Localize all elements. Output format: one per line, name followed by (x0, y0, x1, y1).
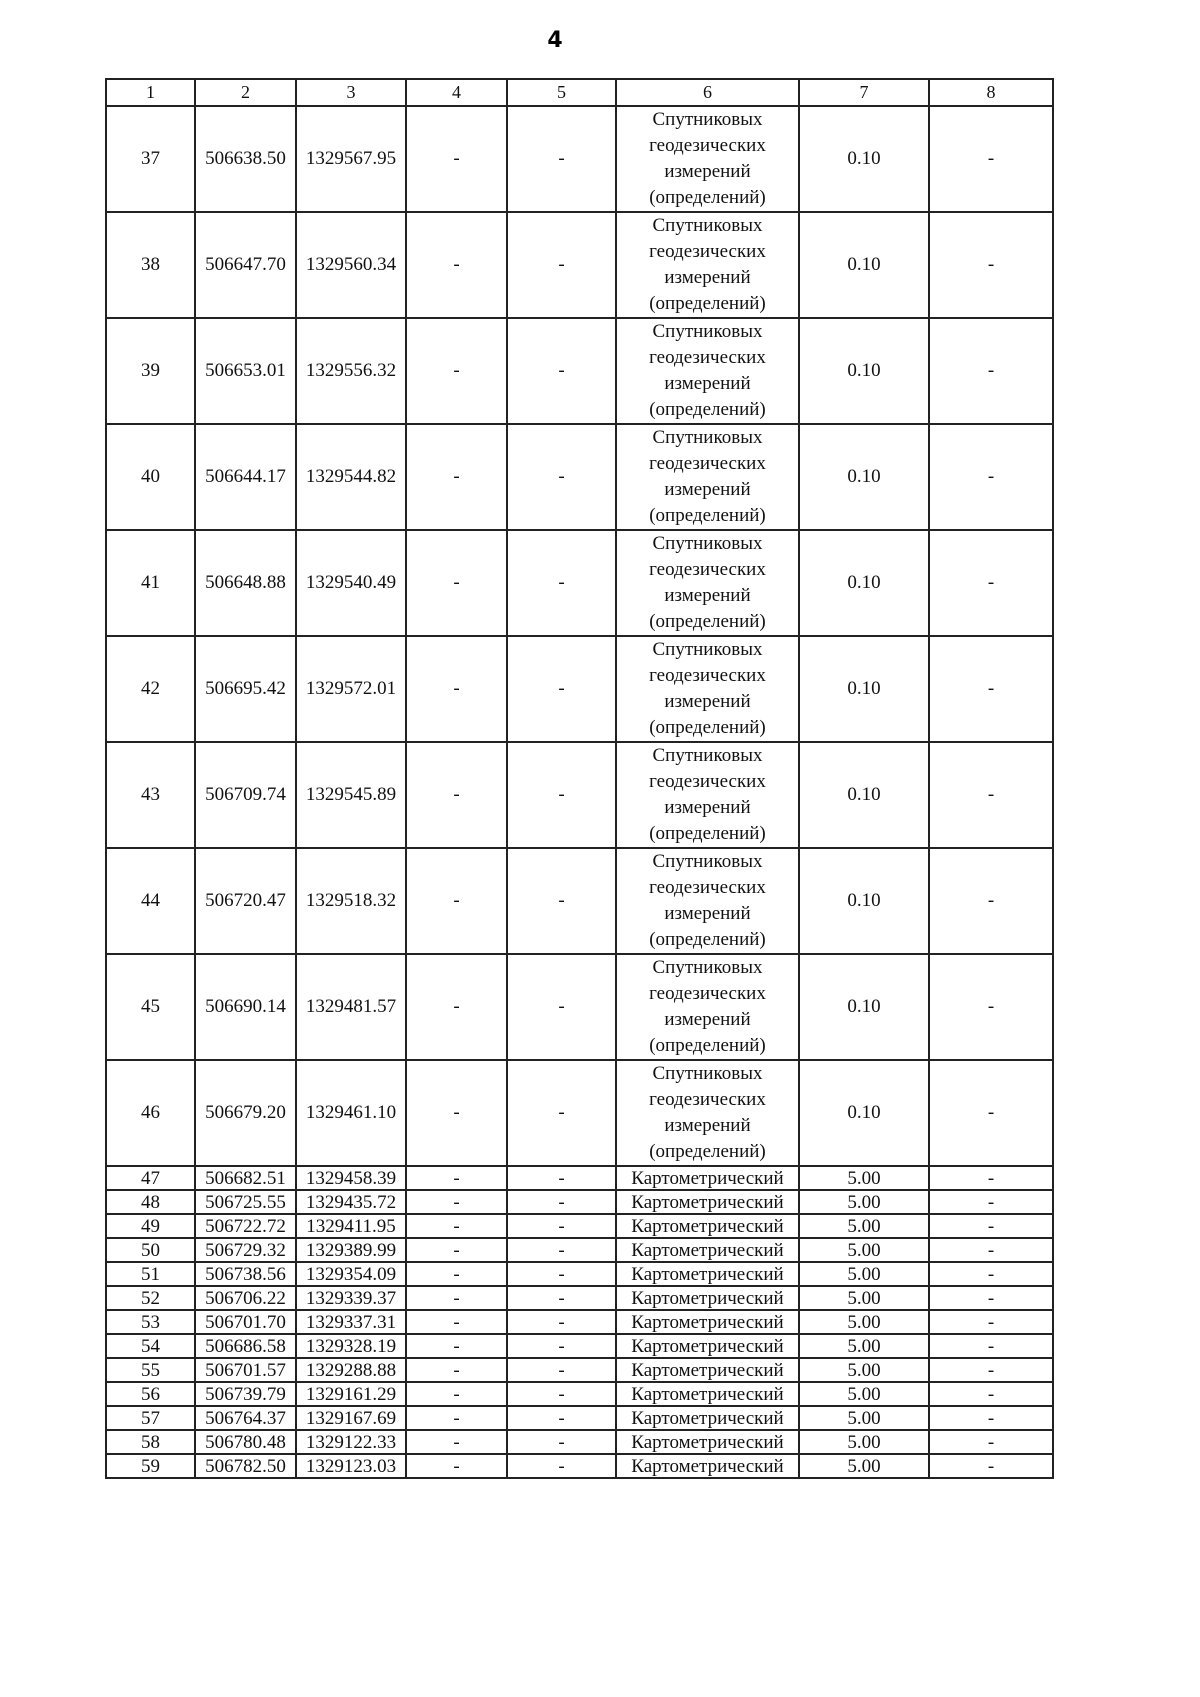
point-number: 59 (106, 1454, 195, 1478)
col-4-value: - (406, 1190, 507, 1214)
x-coordinate: 506764.37 (195, 1406, 296, 1430)
y-coordinate: 1329545.89 (296, 742, 406, 848)
table-row (106, 1214, 1053, 1238)
y-coordinate: 1329572.01 (296, 636, 406, 742)
col-8-value: - (929, 1214, 1053, 1238)
accuracy-value: 5.00 (799, 1406, 929, 1430)
point-number: 41 (106, 530, 195, 636)
col-4-value: - (406, 1238, 507, 1262)
method-cell: Картометрический (616, 1358, 799, 1382)
method-cell: Спутниковых геодезических измерений (определений) (616, 318, 799, 424)
y-coordinate: 1329481.57 (296, 954, 406, 1060)
accuracy-value: 5.00 (799, 1214, 929, 1238)
x-coordinate: 506644.17 (195, 424, 296, 530)
x-coordinate: 506701.57 (195, 1358, 296, 1382)
point-number: 48 (106, 1190, 195, 1214)
point-number: 52 (106, 1286, 195, 1310)
col-8-value: - (929, 1262, 1053, 1286)
accuracy-value: 5.00 (799, 1166, 929, 1190)
col-5-value: - (507, 318, 616, 424)
col-8-value: - (929, 106, 1053, 212)
col-5-value: - (507, 742, 616, 848)
method-cell: Картометрический (616, 1430, 799, 1454)
x-coordinate: 506679.20 (195, 1060, 296, 1166)
x-coordinate: 506720.47 (195, 848, 296, 954)
x-coordinate: 506690.14 (195, 954, 296, 1060)
col-5-value: - (507, 1214, 616, 1238)
col-4-value: - (406, 848, 507, 954)
table-row (106, 318, 1053, 424)
y-coordinate: 1329411.95 (296, 1214, 406, 1238)
col-4-value: - (406, 1406, 507, 1430)
table-row (106, 212, 1053, 318)
accuracy-value: 0.10 (799, 424, 929, 530)
x-coordinate: 506701.70 (195, 1310, 296, 1334)
table-row (106, 1310, 1053, 1334)
x-coordinate: 506722.72 (195, 1214, 296, 1238)
y-coordinate: 1329389.99 (296, 1238, 406, 1262)
accuracy-value: 5.00 (799, 1310, 929, 1334)
table-row (106, 1166, 1053, 1190)
y-coordinate: 1329544.82 (296, 424, 406, 530)
col-4-value: - (406, 1430, 507, 1454)
accuracy-value: 0.10 (799, 954, 929, 1060)
table-row (106, 530, 1053, 636)
col-5-value: - (507, 1334, 616, 1358)
column-header: 8 (929, 79, 1053, 106)
method-cell: Спутниковых геодезических измерений (определений) (616, 742, 799, 848)
accuracy-value: 5.00 (799, 1334, 929, 1358)
accuracy-value: 0.10 (799, 742, 929, 848)
point-number: 56 (106, 1382, 195, 1406)
table-row (106, 1430, 1053, 1454)
table-row (106, 106, 1053, 212)
col-5-value: - (507, 848, 616, 954)
column-header: 3 (296, 79, 406, 106)
x-coordinate: 506739.79 (195, 1382, 296, 1406)
y-coordinate: 1329458.39 (296, 1166, 406, 1190)
table-row (106, 1190, 1053, 1214)
col-5-value: - (507, 636, 616, 742)
column-header: 2 (195, 79, 296, 106)
x-coordinate: 506709.74 (195, 742, 296, 848)
accuracy-value: 5.00 (799, 1262, 929, 1286)
col-4-value: - (406, 1286, 507, 1310)
accuracy-value: 5.00 (799, 1238, 929, 1262)
col-5-value: - (507, 954, 616, 1060)
col-4-value: - (406, 1060, 507, 1166)
table-row (106, 1334, 1053, 1358)
col-8-value: - (929, 1454, 1053, 1478)
table-row (106, 848, 1053, 954)
accuracy-value: 0.10 (799, 318, 929, 424)
col-8-value: - (929, 1060, 1053, 1166)
point-number: 51 (106, 1262, 195, 1286)
col-4-value: - (406, 424, 507, 530)
x-coordinate: 506647.70 (195, 212, 296, 318)
table-row (106, 636, 1053, 742)
col-5-value: - (507, 1382, 616, 1406)
col-5-value: - (507, 424, 616, 530)
column-header: 6 (616, 79, 799, 106)
point-number: 58 (106, 1430, 195, 1454)
col-8-value: - (929, 318, 1053, 424)
accuracy-value: 5.00 (799, 1430, 929, 1454)
table-row (106, 1238, 1053, 1262)
point-number: 39 (106, 318, 195, 424)
col-5-value: - (507, 1358, 616, 1382)
col-5-value: - (507, 106, 616, 212)
x-coordinate: 506780.48 (195, 1430, 296, 1454)
point-number: 38 (106, 212, 195, 318)
table-row (106, 424, 1053, 530)
point-number: 57 (106, 1406, 195, 1430)
col-4-value: - (406, 954, 507, 1060)
method-cell: Спутниковых геодезических измерений (определений) (616, 106, 799, 212)
y-coordinate: 1329461.10 (296, 1060, 406, 1166)
y-coordinate: 1329339.37 (296, 1286, 406, 1310)
accuracy-value: 5.00 (799, 1358, 929, 1382)
col-8-value: - (929, 530, 1053, 636)
method-cell: Спутниковых геодезических измерений (определений) (616, 954, 799, 1060)
method-cell: Спутниковых геодезических измерений (определений) (616, 424, 799, 530)
y-coordinate: 1329540.49 (296, 530, 406, 636)
column-header: 5 (507, 79, 616, 106)
accuracy-value: 0.10 (799, 1060, 929, 1166)
accuracy-value: 0.10 (799, 848, 929, 954)
x-coordinate: 506782.50 (195, 1454, 296, 1478)
table-row (106, 1262, 1053, 1286)
table-body (106, 106, 1053, 1478)
x-coordinate: 506682.51 (195, 1166, 296, 1190)
col-4-value: - (406, 1454, 507, 1478)
method-cell: Картометрический (616, 1214, 799, 1238)
page-number: 4 (547, 28, 563, 53)
point-number: 40 (106, 424, 195, 530)
accuracy-value: 5.00 (799, 1382, 929, 1406)
header-row (106, 79, 1053, 106)
table-row (106, 1454, 1053, 1478)
col-5-value: - (507, 1286, 616, 1310)
col-5-value: - (507, 1310, 616, 1334)
col-8-value: - (929, 636, 1053, 742)
col-8-value: - (929, 1238, 1053, 1262)
y-coordinate: 1329354.09 (296, 1262, 406, 1286)
x-coordinate: 506729.32 (195, 1238, 296, 1262)
method-cell: Картометрический (616, 1310, 799, 1334)
col-8-value: - (929, 1286, 1053, 1310)
accuracy-value: 0.10 (799, 530, 929, 636)
col-8-value: - (929, 1334, 1053, 1358)
col-8-value: - (929, 848, 1053, 954)
y-coordinate: 1329167.69 (296, 1406, 406, 1430)
method-cell: Картометрический (616, 1454, 799, 1478)
point-number: 53 (106, 1310, 195, 1334)
col-4-value: - (406, 636, 507, 742)
col-8-value: - (929, 1358, 1053, 1382)
method-cell: Спутниковых геодезических измерений (определений) (616, 530, 799, 636)
col-8-value: - (929, 424, 1053, 530)
table-row (106, 1406, 1053, 1430)
col-4-value: - (406, 1214, 507, 1238)
col-5-value: - (507, 1166, 616, 1190)
col-5-value: - (507, 1238, 616, 1262)
method-cell: Спутниковых геодезических измерений (определений) (616, 1060, 799, 1166)
x-coordinate: 506686.58 (195, 1334, 296, 1358)
method-cell: Спутниковых геодезических измерений (определений) (616, 212, 799, 318)
col-8-value: - (929, 1166, 1053, 1190)
point-number: 45 (106, 954, 195, 1060)
col-8-value: - (929, 1310, 1053, 1334)
x-coordinate: 506653.01 (195, 318, 296, 424)
col-5-value: - (507, 530, 616, 636)
method-cell: Картометрический (616, 1382, 799, 1406)
col-4-value: - (406, 1382, 507, 1406)
y-coordinate: 1329567.95 (296, 106, 406, 212)
col-8-value: - (929, 212, 1053, 318)
col-5-value: - (507, 1406, 616, 1430)
point-number: 49 (106, 1214, 195, 1238)
y-coordinate: 1329435.72 (296, 1190, 406, 1214)
column-header: 1 (106, 79, 195, 106)
y-coordinate: 1329122.33 (296, 1430, 406, 1454)
y-coordinate: 1329161.29 (296, 1382, 406, 1406)
col-8-value: - (929, 742, 1053, 848)
point-number: 50 (106, 1238, 195, 1262)
col-5-value: - (507, 1190, 616, 1214)
col-5-value: - (507, 1454, 616, 1478)
coordinates-table (105, 78, 1054, 1479)
method-cell: Картометрический (616, 1286, 799, 1310)
col-4-value: - (406, 1334, 507, 1358)
accuracy-value: 5.00 (799, 1454, 929, 1478)
y-coordinate: 1329556.32 (296, 318, 406, 424)
col-8-value: - (929, 1406, 1053, 1430)
x-coordinate: 506738.56 (195, 1262, 296, 1286)
col-4-value: - (406, 1262, 507, 1286)
table-row (106, 1382, 1053, 1406)
method-cell: Спутниковых геодезических измерений (определений) (616, 848, 799, 954)
table-row (106, 1286, 1053, 1310)
table-row (106, 1060, 1053, 1166)
col-8-value: - (929, 1382, 1053, 1406)
point-number: 46 (106, 1060, 195, 1166)
point-number: 47 (106, 1166, 195, 1190)
method-cell: Картометрический (616, 1166, 799, 1190)
col-4-value: - (406, 1166, 507, 1190)
col-4-value: - (406, 318, 507, 424)
x-coordinate: 506706.22 (195, 1286, 296, 1310)
col-4-value: - (406, 742, 507, 848)
accuracy-value: 5.00 (799, 1286, 929, 1310)
table-row (106, 742, 1053, 848)
method-cell: Спутниковых геодезических измерений (определений) (616, 636, 799, 742)
y-coordinate: 1329337.31 (296, 1310, 406, 1334)
column-header: 4 (406, 79, 507, 106)
col-5-value: - (507, 212, 616, 318)
table-row (106, 954, 1053, 1060)
y-coordinate: 1329288.88 (296, 1358, 406, 1382)
col-4-value: - (406, 530, 507, 636)
point-number: 37 (106, 106, 195, 212)
col-4-value: - (406, 212, 507, 318)
point-number: 42 (106, 636, 195, 742)
point-number: 54 (106, 1334, 195, 1358)
col-8-value: - (929, 954, 1053, 1060)
accuracy-value: 0.10 (799, 212, 929, 318)
col-5-value: - (507, 1060, 616, 1166)
x-coordinate: 506648.88 (195, 530, 296, 636)
y-coordinate: 1329123.03 (296, 1454, 406, 1478)
accuracy-value: 0.10 (799, 636, 929, 742)
table-row (106, 1358, 1053, 1382)
method-cell: Картометрический (616, 1238, 799, 1262)
y-coordinate: 1329518.32 (296, 848, 406, 954)
column-header: 7 (799, 79, 929, 106)
x-coordinate: 506725.55 (195, 1190, 296, 1214)
x-coordinate: 506695.42 (195, 636, 296, 742)
y-coordinate: 1329328.19 (296, 1334, 406, 1358)
point-number: 43 (106, 742, 195, 848)
col-5-value: - (507, 1430, 616, 1454)
point-number: 55 (106, 1358, 195, 1382)
col-8-value: - (929, 1430, 1053, 1454)
method-cell: Картометрический (616, 1190, 799, 1214)
col-4-value: - (406, 106, 507, 212)
method-cell: Картометрический (616, 1406, 799, 1430)
col-4-value: - (406, 1358, 507, 1382)
point-number: 44 (106, 848, 195, 954)
method-cell: Картометрический (616, 1334, 799, 1358)
col-8-value: - (929, 1190, 1053, 1214)
col-4-value: - (406, 1310, 507, 1334)
accuracy-value: 5.00 (799, 1190, 929, 1214)
x-coordinate: 506638.50 (195, 106, 296, 212)
accuracy-value: 0.10 (799, 106, 929, 212)
method-cell: Картометрический (616, 1262, 799, 1286)
y-coordinate: 1329560.34 (296, 212, 406, 318)
col-5-value: - (507, 1262, 616, 1286)
